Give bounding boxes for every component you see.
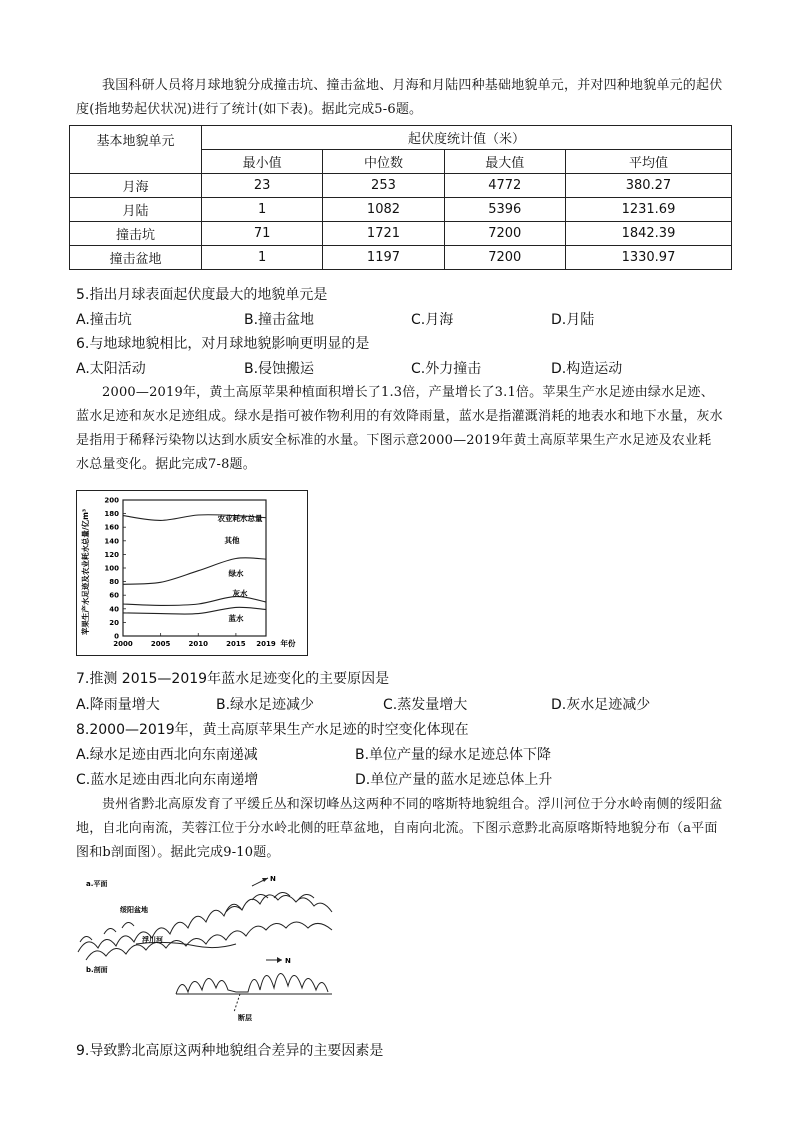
cell: 380.27 [565,174,731,198]
north-arrow-b [266,957,291,965]
chart-xlabel: 年份 [280,639,296,648]
karst-figure [76,872,346,1024]
water-footprint-chart [76,490,308,656]
question-9-stem: 9.导致黔北高原这两种地貌组合差异的主要因素是 [76,1043,384,1059]
cell: 1330.97 [565,246,731,270]
north-label-b: N [285,957,291,965]
q5-option-d[interactable]: D.月陆 [551,312,595,328]
cell: 1 [202,246,323,270]
y-tick-label: 100 [104,564,119,573]
y-tick-label: 0 [114,632,119,641]
q8-option-b[interactable]: B.单位产量的绿水足迹总体下降 [355,747,552,763]
q6-option-c[interactable]: C.外力撞击 [411,361,482,377]
x-tick-label: 2000 [113,640,133,648]
table-row [70,246,732,270]
row-name: 月陆 [70,198,202,222]
table-group-header: 起伏度统计值（米） [202,126,732,150]
river-label: 浮川河 [142,936,163,944]
q8-option-a[interactable]: A.绿水足迹由西北向东南递减 [76,747,258,763]
x-tick-label: 2019 [256,640,276,648]
q7-option-c[interactable]: C.蒸发量增大 [383,697,468,713]
q6-option-a[interactable]: A.太阳活动 [76,361,146,377]
cell: 1197 [323,246,444,270]
q8-option-c[interactable]: C.蓝水足迹由西北向东南递增 [76,772,259,788]
table-unit-header: 基本地貌单元 [70,126,202,174]
label-total: 农业耗水总量 [217,514,263,523]
table-header: 最大值 [444,150,565,174]
row-name: 撞击盆地 [70,246,202,270]
row-name: 撞击坑 [70,222,202,246]
q7-option-d[interactable]: D.灰水足迹减少 [551,697,651,713]
figure-a-label: a.平面 [86,880,108,888]
cell: 23 [202,174,323,198]
q5-option-b[interactable]: B.撞击盆地 [244,312,315,328]
row-name: 月海 [70,174,202,198]
cell: 1082 [323,198,444,222]
cell: 1 [202,198,323,222]
q8-option-d[interactable]: D.单位产量的蓝水足迹总体上升 [355,772,553,788]
x-tick-label: 2015 [226,640,246,648]
q7-option-a[interactable]: A.降雨量增大 [76,697,160,713]
cell: 1231.69 [565,198,731,222]
question-5-stem: 5.指出月球表面起伏度最大的地貌单元是 [76,287,328,303]
chart-ylabel: 苹果生产水足迹及农业耗水总量/亿m³ [81,508,90,636]
intro-paragraph-2: 2000—2019年，黄土高原苹果种植面积增长了1.3倍，产量增长了3.1倍。苹果生产水足迹由绿水足迹、蓝水足迹和灰水足迹组成。绿水是指可被作物利用的有效降雨量，蓝水是指灌溉消耗的地表水和地下水量，灰水是指用于稀释污染物以达到水质安全标准的水量。下图示意2000—2019年黄土高原苹果生产水足迹及农业耗水总量变化。据此完成7-8题。 [76,385,723,472]
y-tick-label: 40 [109,605,119,614]
x-tick-label: 2010 [188,640,209,648]
plan-view-hills [78,892,332,960]
cell: 1842.39 [565,222,731,246]
north-arrow-a [252,875,276,886]
q5-option-c[interactable]: C.月海 [411,312,454,328]
question-7-stem: 7.推测 2015—2019年蓝水足迹变化的主要原因是 [76,671,390,687]
y-tick-label: 140 [104,537,119,546]
cell: 253 [323,174,444,198]
cell: 5396 [444,198,565,222]
table-row [70,198,732,222]
q7-option-b[interactable]: B.绿水足迹减少 [216,697,315,713]
q5-option-a[interactable]: A.撞击坑 [76,312,132,328]
y-tick-label: 20 [109,618,119,627]
y-tick-label: 160 [104,523,119,532]
y-tick-label: 60 [109,591,119,600]
label-other: 其他 [224,536,240,545]
fault-label: 断层 [238,1014,252,1022]
relief-table [69,125,732,270]
intro-paragraph-1: 我国科研人员将月球地貌分成撞击坑、撞击盆地、月海和月陆四种基础地貌单元，并对四种地貌单元的起伏度(指地势起伏状况)进行了统计(如下表)。据此完成5-6题。 [76,78,723,117]
question-6-stem: 6.与地球地貌相比，对月球地貌影响更明显的是 [76,336,370,352]
table-header: 平均值 [565,150,731,174]
label-grey: 灰水 [232,589,248,598]
intro-paragraph-3: 贵州省黔北高原发育了平缓丘丛和深切峰丛这两种不同的喀斯特地貌组合。浮川河位于分水岭南侧的绥阳盆地，自北向南流，芙蓉江位于分水岭北侧的旺草盆地，自南向北流。下图示意黔北高原喀斯特地貌分布（a平面图和b剖面图）。据此完成9-10题。 [76,797,723,860]
table-header: 最小值 [202,150,323,174]
cell: 7200 [444,222,565,246]
x-tick-label: 2005 [150,640,171,648]
y-tick-label: 180 [104,510,119,519]
basin-label: 绥阳盆地 [120,906,148,914]
q6-option-d[interactable]: D.构造运动 [551,361,623,377]
profile-view-hills [176,973,332,1012]
table-row [70,174,732,198]
table-row [70,222,732,246]
y-tick-label: 80 [109,578,119,587]
north-label-a: N [270,875,276,883]
q6-option-b[interactable]: B.侵蚀搬运 [244,361,315,377]
cell: 71 [202,222,323,246]
cell: 7200 [444,246,565,270]
figure-b-label: b.剖面 [86,966,108,974]
cell: 1721 [323,222,444,246]
question-8-stem: 8.2000—2019年，黄土高原苹果生产水足迹的时空变化体现在 [76,722,469,738]
label-blue: 蓝水 [228,614,244,623]
label-green: 绿水 [228,569,244,578]
cell: 4772 [444,174,565,198]
table-header: 中位数 [323,150,444,174]
y-tick-label: 200 [104,496,119,505]
y-tick-label: 120 [104,550,119,559]
